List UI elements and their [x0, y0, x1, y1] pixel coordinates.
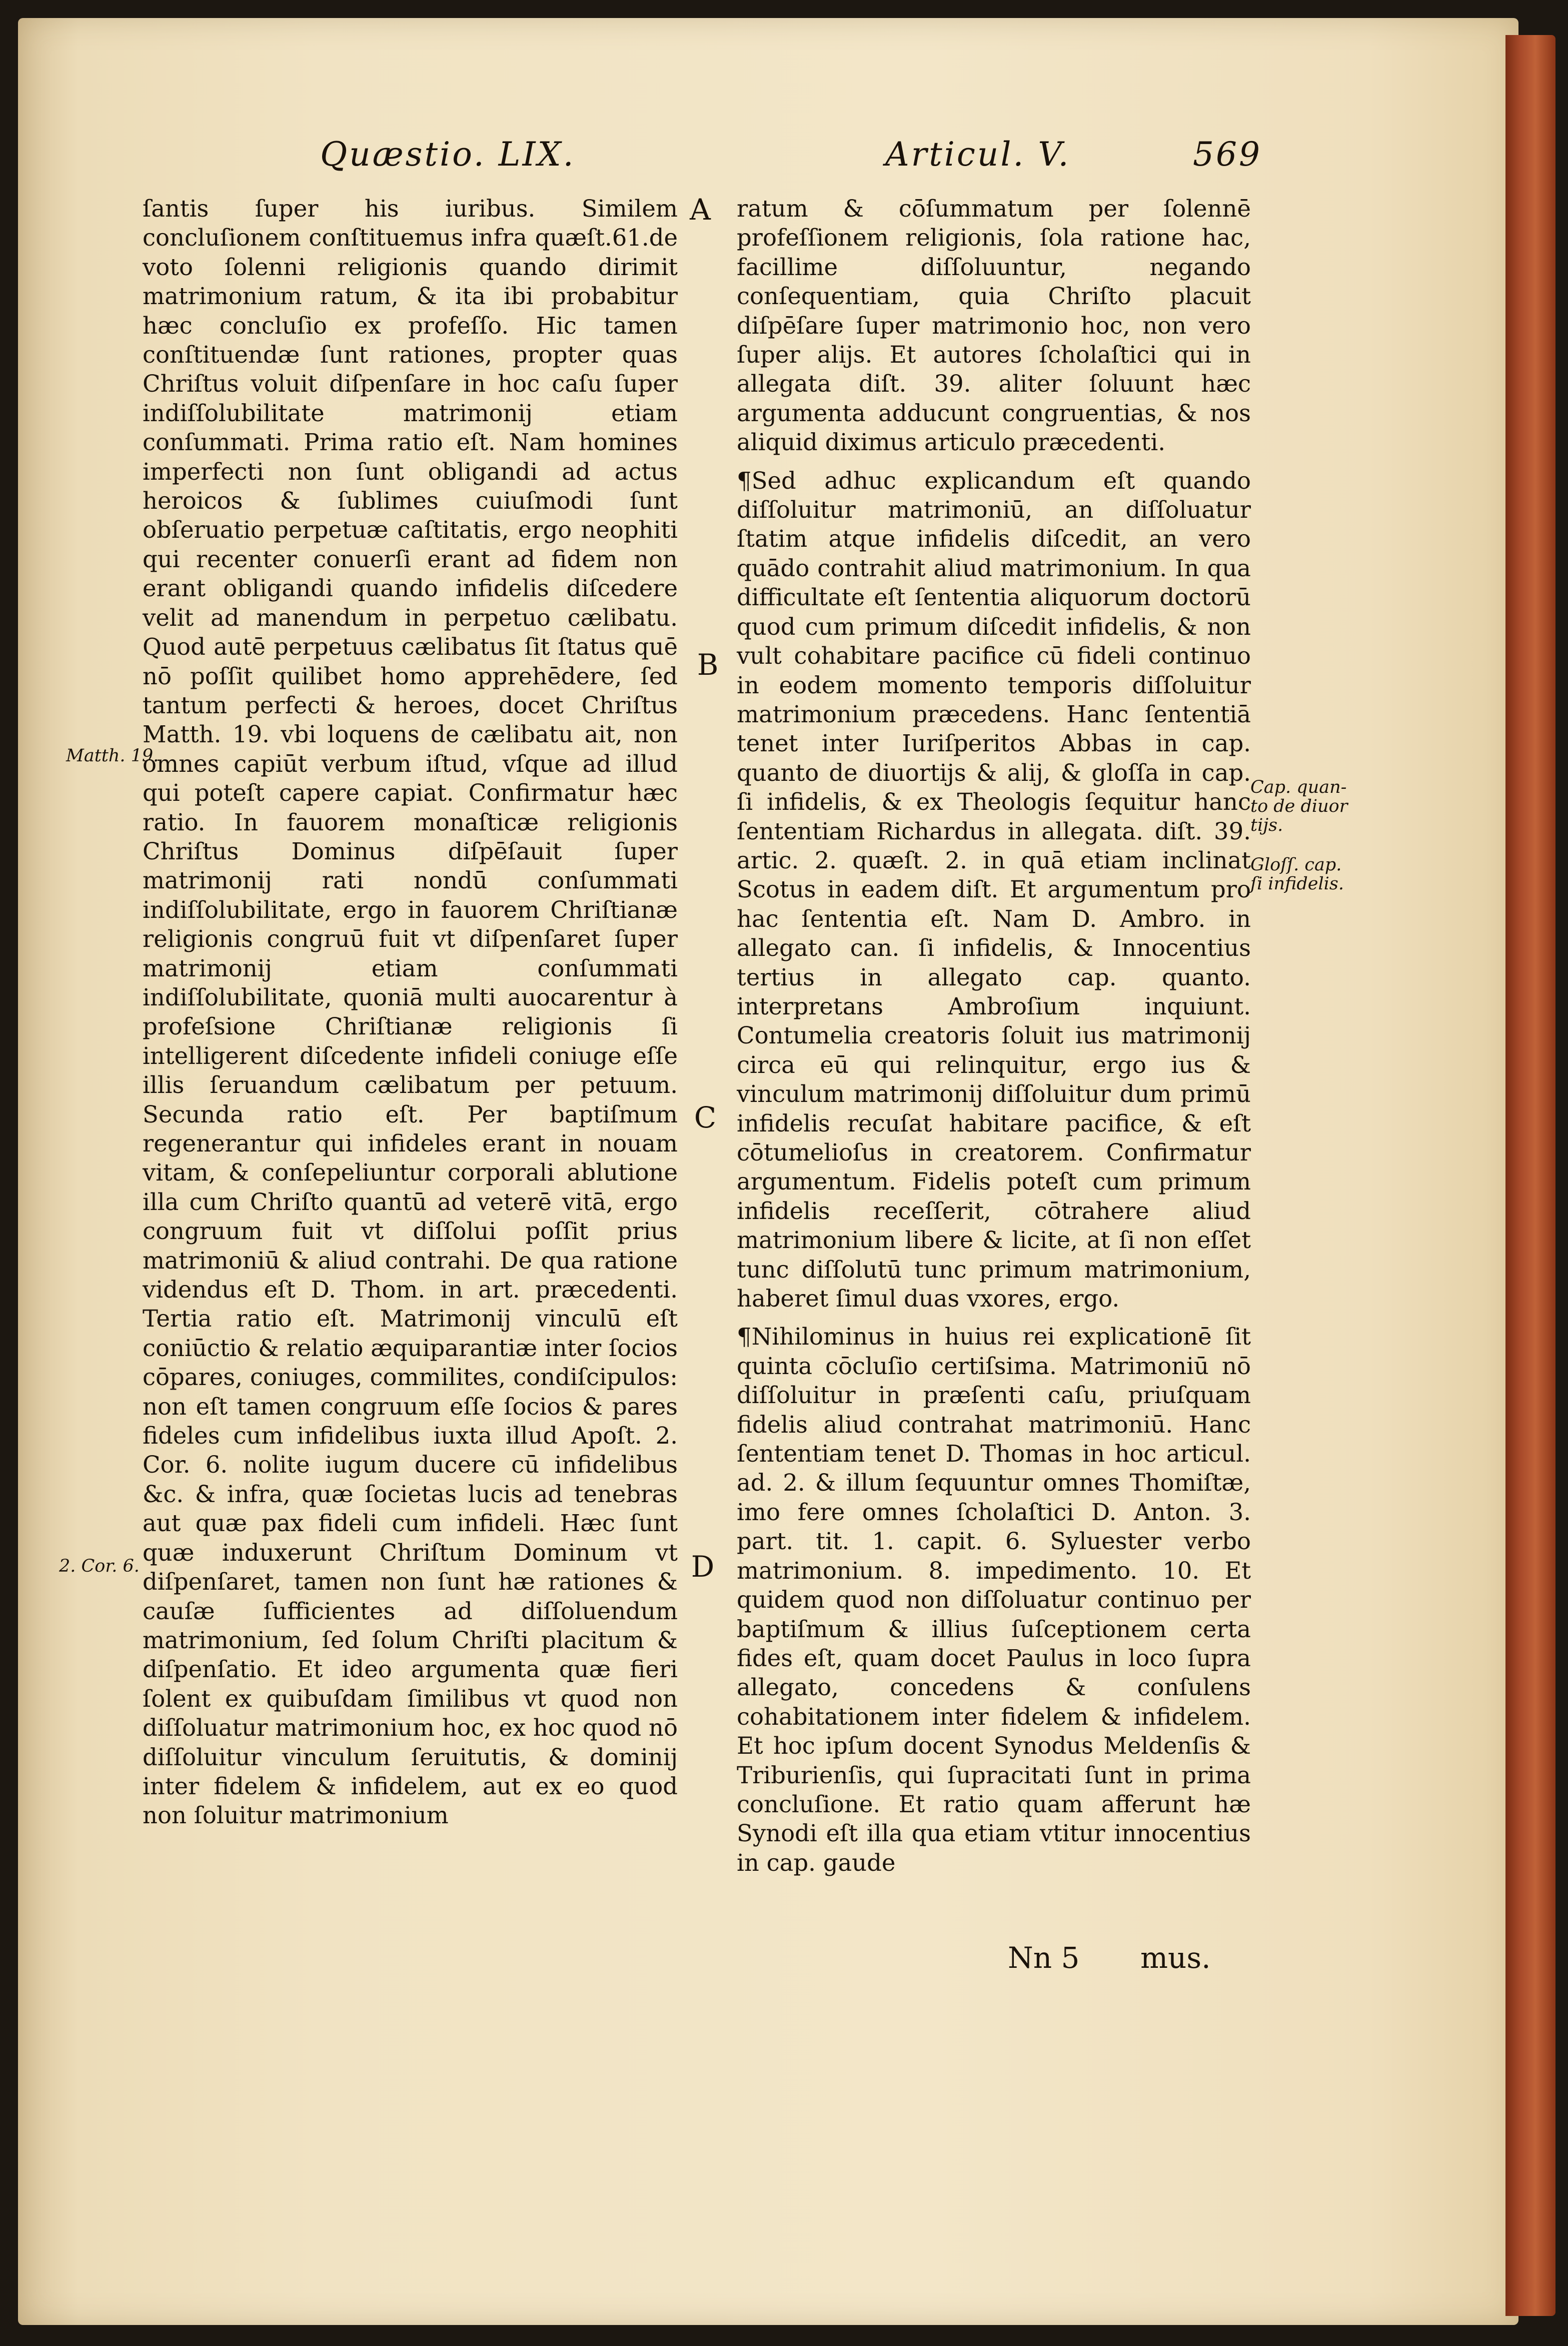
- text-column-left: [143, 194, 678, 1830]
- section-marker-d: D: [691, 1550, 715, 1584]
- paragraph: ſantis ſuper his iuribus. Similem concluſionem conſtituemus infra quæſt.61.de voto ſolenni religionis quando dirimit matrimonium ratum, & ita ibi probabitur hæc concluſio ex profeſſo. Hic tamen conſtituendæ ſunt rationes, propter quas Chriſtus voluit diſpenſare in hoc caſu ſuper indiſſolubilitate matrimonij etiam conſummati. Prima ratio eſt. Nam homines imperfecti non ſunt obligandi ad actus heroicos & ſublimes cuiuſmodi ſunt obſeruatio perpetuæ caſtitatis, ergo neophiti qui recenter conuerſi erant ad fidem non erant obligandi quando infidelis diſcedere velit ad manendum in perpetuo cælibatu. Quod autē perpetuus cælibatus ſit ſtatus quē nō poſſit quilibet homo apprehēdere, ſed tantum perfecti & heroes, docet Chriſtus Matth. 19. vbi loquens de cælibatu ait, non omnes capiūt verbum iſtud, vſque ad illud qui poteſt capere capiat. Confirmatur hæc ratio. In fauorem monaſticæ religionis Chriſtus Dominus diſpēſauit ſuper matrimonij rati nondū conſummati indiſſolubilitate, ergo in fauorem Chriſtianæ religionis congruū fuit vt diſpenſaret ſuper matrimonij etiam conſummati indiſſolubilitate, quoniā multi auocarentur à profeſsione Chriſtianæ religionis ſi intelligerent diſcedente infideli coniuge eſſe illis ſeruandum cælibatum per petuum. Secunda ratio eſt. Per baptiſmum regenerantur qui infideles erant in nouam vitam, & conſepeliuntur corporali ablutione illa cum Chriſto quantū ad veterē vitā, ergo congruum fuit vt diſſolui poſſit prius matrimoniū & aliud contrahi. De qua ratione videndus eſt D. Thom. in art. præcedenti. Tertia ratio eſt. Matrimonij vinculū eſt coniūctio & relatio æquiparantiæ inter ſocios cōpares, coniuges, commilites, condiſcipulos: non eſt tamen congruum eſſe ſocios & pares fideles cum infidelibus iuxta illud Apoſt. 2. Cor. 6. nolite iugum ducere cū infidelibus &c. & infra, quæ ſocietas lucis ad tenebras aut quæ pax fideli cum infideli. Hæc ſunt quæ induxerunt Chriſtum Dominum vt diſpenſaret, tamen non ſunt hæ rationes & cauſæ ſufficientes ad diſſoluendum matrimonium, ſed ſolum Chriſti placitum & diſpenſatio. Et ideo argumenta quæ fieri ſolent ex quibuſdam ſimilibus vt quod non diſſoluatur matrimonium hoc, ex hoc quod nō diſſoluitur vinculum ſeruitutis, & dominij inter fidelem & infidelem, aut ex eo quod non ſoluitur matrimonium: [143, 195, 678, 1829]
- margin-note-gloss: [1250, 855, 1344, 893]
- paragraph: ¶Sed adhuc explicandum eſt quando diſſoluitur matrimoniū, an diſſoluatur ſtatim atque infidelis diſcedit, an vero quādo contrahit aliud matrimonium. In qua difficultate eſt ſententia aliquorum doctorū quod cum primum diſcedit infidelis, & non vult cohabitare pacifice cū fideli continuo in eodem momento temporis diſſoluitur matrimonium præcedens. Hanc ſententiā tenet inter Iuriſperitos Abbas in cap. quanto de diuortijs & alij, & gloſſa in cap. ſi infidelis, & ex Theologis ſequitur hanc ſententiam Richardus in allegata. diſt. 39. artic. 2. quæſt. 2. in quā etiam inclinat Scotus in eadem diſt. Et argumentum pro hac ſententia eſt. Nam D. Ambro. in allegato can. ſi infidelis, & Innocentius tertius in allegato cap. quanto. interpretans Ambroſium inquiunt. Contumelia creatoris ſoluit ius matrimonij circa eū qui relinquitur, ergo ius & vinculum matrimonij diſſoluitur dum primū infidelis recuſat habitare pacifice, & eſt cōtumelioſus in creatorem. Confirmatur argumentum. Fidelis poteſt cum primum infidelis receſſerit, cōtrahere aliud matrimonium libere & licite, at ſi non eſſet tunc diſſolutū tunc primum matrimonium, haberet ſimul duas vxores, ergo.: [737, 467, 1251, 1313]
- section-marker-c: C: [694, 1100, 717, 1134]
- margin-note-line: tijs.: [1250, 815, 1283, 835]
- section-marker-a: A: [690, 193, 711, 227]
- running-header-right: Articul. V.: [885, 135, 1071, 174]
- margin-note-matth: Matth. 19.: [66, 746, 159, 766]
- catchword: mus.: [1140, 1941, 1211, 1975]
- margin-note-line: Gloſſ. cap.: [1250, 855, 1342, 875]
- section-marker-b: B: [697, 648, 719, 682]
- signature-mark: Nn 5: [1008, 1941, 1080, 1975]
- margin-note-line: ſi infidelis.: [1250, 874, 1344, 894]
- margin-note-line: to de diuor: [1250, 796, 1348, 816]
- margin-note-line: Cap. quan-: [1250, 777, 1347, 797]
- running-header-left: Quæstio. LIX.: [320, 135, 576, 174]
- page-number: 569: [1193, 135, 1262, 174]
- paragraph: ratum & cōſummatum per ſolennē profeſſionem religionis, ſola ratione hac, facillime diſſoluuntur, negando conſequentiam, quia Chriſto placuit diſpēſare ſuper matrimonio hoc, non vero ſuper alijs. Et autores ſcholaſtici qui in allegata diſt. 39. aliter ſoluunt hæc argumenta adducunt congruentias, & nos aliquid diximus articulo præcedenti.: [737, 195, 1251, 456]
- paragraph: ¶Nihilominus in huius rei explicationē ſit quinta cōcluſio certiſsima. Matrimoniū nō diſſoluitur in præſenti caſu, priuſquam fidelis aliud contrahat matrimoniū. Hanc ſententiam tenet D. Thomas in hoc articul. ad. 2. & illum ſequuntur omnes Thomiſtæ, imo fere omnes ſcholaſtici D. Anton. 3. part. tit. 1. capit. 6. Syluester verbo matrimonium. 8. impedimento. 10. Et quidem quod non diſſoluatur continuo per baptiſmum & illius ſuſceptionem certa fides eſt, quam docet Paulus in loco ſupra allegato, concedens & conſulens cohabitationem inter fidelem & infidelem. Et hoc ipſum docent Synodus Meldenſis & Triburienſis, qui ſupracitati ſunt in prima concluſione. Et ratio quam afferunt hæ Synodi eſt illa qua etiam vtitur innocentius in cap. gaude: [737, 1323, 1251, 1876]
- margin-note-cap-quanto: [1250, 778, 1347, 835]
- text-column-right: [737, 194, 1251, 1877]
- margin-note-cor: 2. Cor. 6.: [59, 1556, 140, 1576]
- page-edge: [1505, 35, 1555, 2316]
